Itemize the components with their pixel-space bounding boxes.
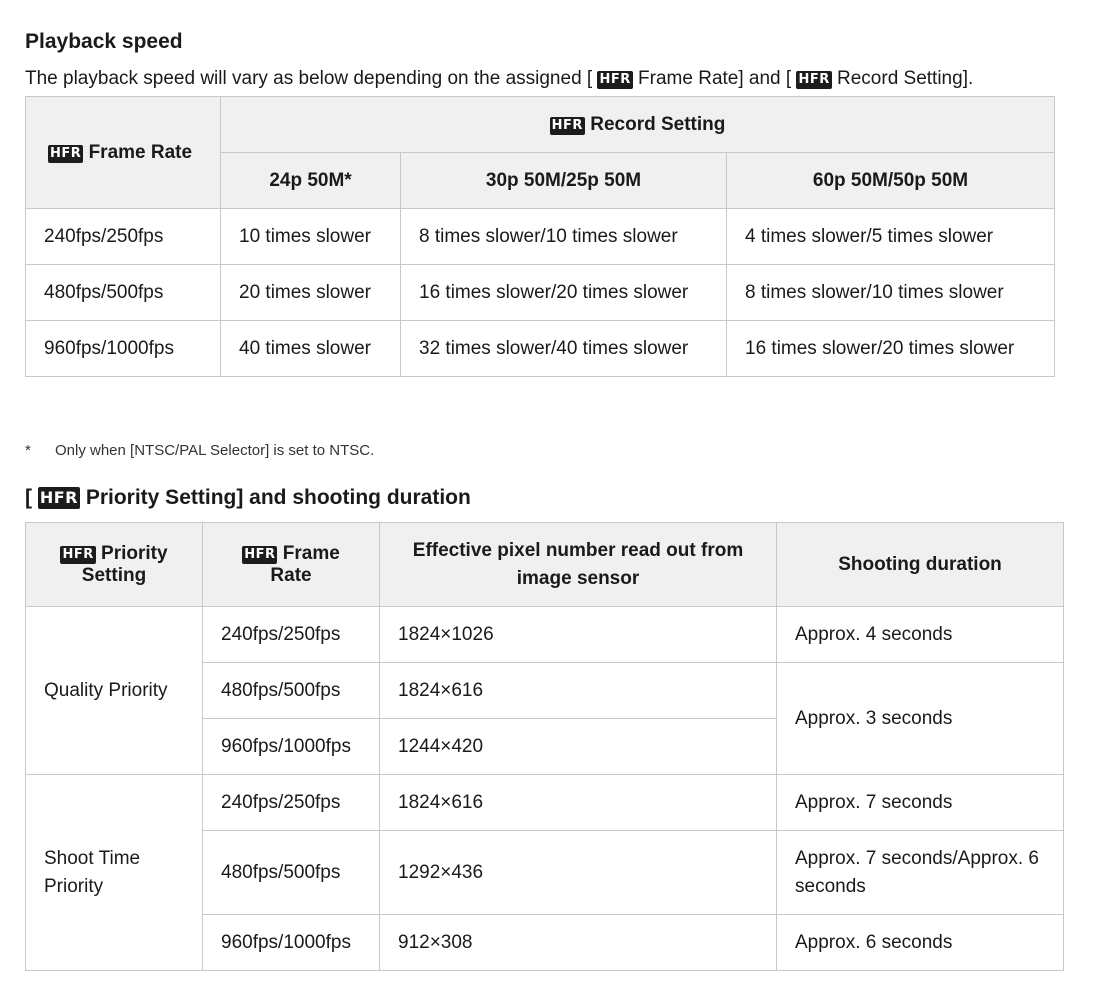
table-cell: 480fps/500fps — [203, 831, 380, 915]
table-cell: 32 times slower/40 times slower — [401, 321, 727, 377]
table-cell: Approx. 4 seconds — [777, 607, 1064, 663]
playback-intro — [25, 68, 973, 90]
table-cell: 1244×420 — [380, 719, 777, 775]
frame-rate-header — [26, 97, 221, 209]
table-cell: 912×308 — [380, 915, 777, 971]
table-row — [26, 775, 1064, 831]
priority-setting-header — [26, 523, 203, 607]
table-cell: Approx. 3 seconds — [777, 663, 1064, 775]
table-cell: 240fps/250fps — [203, 775, 380, 831]
record-setting-header-label: Record Setting — [590, 113, 726, 135]
table-cell: 20 times slower — [221, 265, 401, 321]
priority-heading-text: Priority Setting] and shooting duration — [85, 486, 471, 509]
sub-header: 60p 50M/50p 50M — [727, 153, 1055, 209]
intro-text-c: Record Setting]. — [837, 68, 974, 89]
intro-text-b: Frame Rate] and [ — [638, 68, 792, 89]
table-cell: 16 times slower/20 times slower — [401, 265, 727, 321]
table-cell: 1824×616 — [380, 663, 777, 719]
hfr-badge-icon: HFR — [50, 145, 82, 161]
hfr-badge-icon: HFR — [599, 72, 631, 87]
table-row — [26, 321, 1055, 377]
table-row — [26, 265, 1055, 321]
frame-header-label: Frame — [282, 542, 340, 564]
footnote-text: Only when [NTSC/PAL Selector] is set to NTSC. — [55, 442, 375, 459]
hfr-badge-icon: HFR — [62, 546, 94, 562]
table-cell: 8 times slower/10 times slower — [727, 265, 1055, 321]
table-cell: 960fps/1000fps — [26, 321, 221, 377]
priority-header-label-2: Setting — [81, 564, 147, 586]
table-row — [26, 607, 1064, 663]
hfr-badge-icon: HFR — [39, 488, 78, 507]
table-cell: 8 times slower/10 times slower — [401, 209, 727, 265]
shooting-duration-header: Shooting duration — [777, 523, 1064, 607]
table-cell: 960fps/1000fps — [203, 915, 380, 971]
table-cell: 960fps/1000fps — [203, 719, 380, 775]
table-cell: 1824×616 — [380, 775, 777, 831]
table-cell: 10 times slower — [221, 209, 401, 265]
priority-header-label: Priority — [101, 542, 168, 564]
sub-header: 24p 50M* — [221, 153, 401, 209]
frame-header-label-2: Rate — [270, 564, 312, 586]
hfr-badge-icon: HFR — [244, 546, 276, 562]
shoot-time-priority-cell: Shoot Time Priority — [26, 775, 203, 971]
footnote — [25, 442, 374, 459]
table-cell: 1824×1026 — [380, 607, 777, 663]
table-cell: 4 times slower/5 times slower — [727, 209, 1055, 265]
frame-rate-header-label: Frame Rate — [88, 141, 193, 163]
playback-speed-table — [25, 96, 1055, 377]
priority-heading-bracket: [ — [25, 486, 32, 509]
table-cell: 240fps/250fps — [203, 607, 380, 663]
intro-text-a: The playback speed will vary as below depending on the assigned [ — [25, 68, 593, 89]
footnote-marker: * — [25, 442, 31, 459]
table-cell: 240fps/250fps — [26, 209, 221, 265]
hfr-badge-icon: HFR — [551, 117, 583, 133]
table-cell: Approx. 7 seconds/Approx. 6 seconds — [777, 831, 1064, 915]
table-cell: 1292×436 — [380, 831, 777, 915]
table-row — [26, 209, 1055, 265]
table-cell: Approx. 7 seconds — [777, 775, 1064, 831]
hfr-badge-icon: HFR — [798, 72, 830, 87]
playback-speed-heading: Playback speed — [25, 30, 183, 53]
frame-rate-header — [203, 523, 380, 607]
quality-priority-cell: Quality Priority — [26, 607, 203, 775]
priority-setting-table — [25, 522, 1064, 971]
sub-header: 30p 50M/25p 50M — [401, 153, 727, 209]
record-setting-header — [221, 97, 1055, 153]
table-cell: Approx. 6 seconds — [777, 915, 1064, 971]
priority-setting-heading — [25, 486, 471, 510]
table-cell: 40 times slower — [221, 321, 401, 377]
table-cell: 480fps/500fps — [203, 663, 380, 719]
table-cell: 16 times slower/20 times slower — [727, 321, 1055, 377]
pixel-number-header: Effective pixel number read out from image sensor — [380, 523, 777, 607]
table-cell: 480fps/500fps — [26, 265, 221, 321]
